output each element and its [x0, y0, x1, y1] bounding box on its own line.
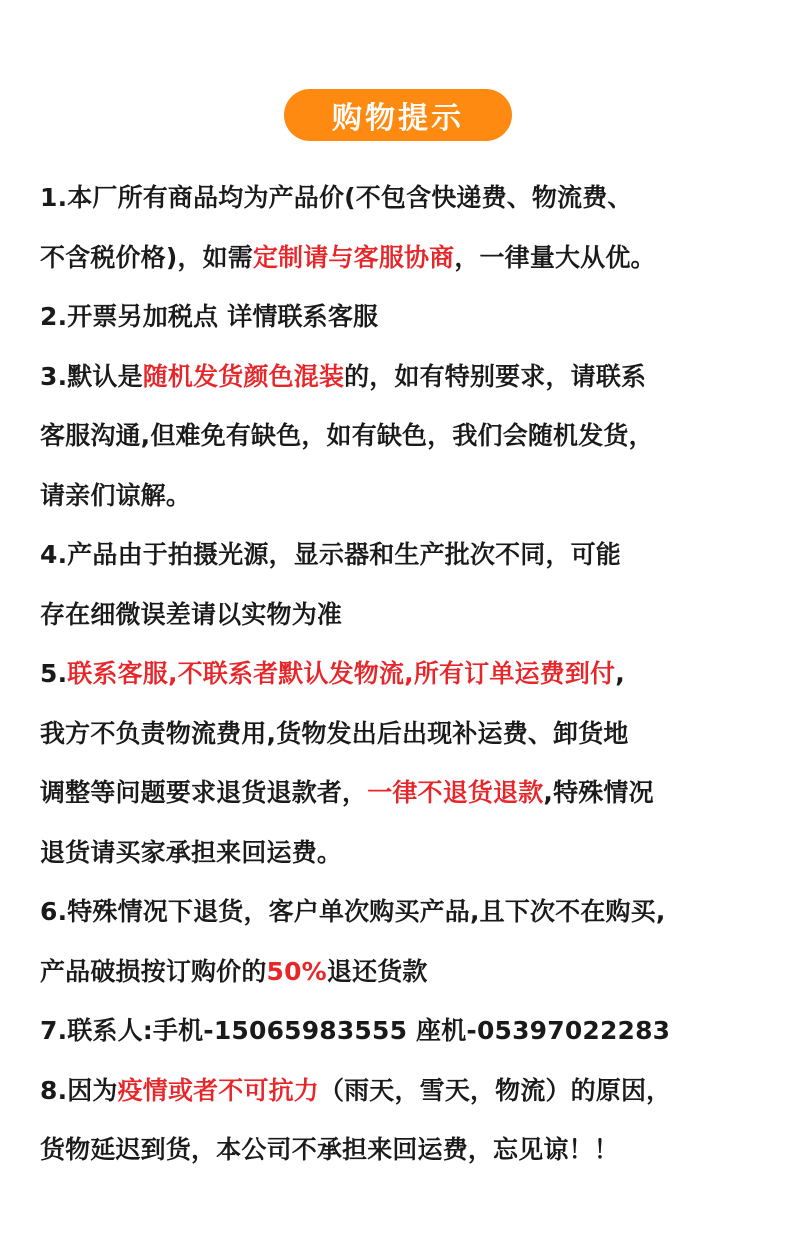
notice-line [40, 228, 785, 288]
notice-text: 退货请买家承担来回运费。 [40, 837, 343, 867]
notice-line [40, 942, 785, 1002]
notice-line [40, 525, 785, 585]
notice-text: 不含税价格)，如需 [40, 242, 253, 272]
notice-text: 2.开票另加税点 详情联系客服 [40, 302, 379, 331]
highlight-text: 疫情或者不可抗力 [117, 1075, 319, 1105]
notice-line [40, 347, 785, 407]
notice-line [40, 704, 785, 764]
highlight-text: 50% [266, 956, 327, 986]
notice-text: ,特殊情况 [543, 778, 654, 807]
notice-line [40, 1120, 785, 1180]
notice-line [40, 1061, 785, 1121]
notice-text: 4.产品由于拍摄光源，显示器和生产批次不同，可能 [40, 540, 621, 569]
highlight-text: 联系客服,不联系者默认发物流,所有订单运费到付 [67, 659, 616, 688]
notice-text: , [615, 659, 625, 688]
notice-text: 的，如有特别要求，请联系 [344, 361, 647, 391]
notice-text: 产品破损按订购价的 [40, 956, 267, 986]
notice-line [40, 882, 785, 942]
notice-text: 7.联系人:手机-15065983555 座机-05397022283 [40, 1016, 671, 1045]
notice-list [40, 168, 785, 1180]
notice-line [40, 168, 785, 228]
notice-text: （雨天，雪天，物流）的原因， [318, 1075, 672, 1105]
page-title: 购物提示 [332, 101, 464, 136]
notice-line [40, 644, 785, 704]
highlight-text: 随机发货颜色混装 [142, 361, 345, 391]
notice-text: 6.特殊情况下退货，客户单次购买产品,且下次不在购买, [40, 897, 666, 926]
notice-line [40, 823, 785, 883]
notice-text: 8.因为 [40, 1075, 118, 1105]
notice-text: 退还货款 [326, 956, 428, 986]
notice-line [40, 585, 785, 645]
notice-line [40, 1001, 785, 1061]
highlight-text: 定制请与客服协商 [252, 242, 455, 272]
notice-text: 存在细微误差请以实物为准 [40, 599, 343, 629]
notice-text: 3.默认是 [40, 361, 143, 391]
notice-text: 5. [40, 659, 68, 688]
notice-line [40, 406, 785, 466]
notice-line [40, 287, 785, 347]
notice-text: 调整等问题要求退货退款者， [40, 778, 368, 807]
highlight-text: 一律不退货退款 [367, 778, 544, 807]
notice-text: 1.本厂所有商品均为产品价(不包含快递费、物流费、 [40, 183, 633, 212]
notice-line [40, 466, 785, 526]
notice-text: ，一律量大从优。 [454, 242, 656, 272]
notice-text: 客服沟通,但难免有缺色，如有缺色，我们会随机发货， [40, 421, 654, 450]
notice-line [40, 763, 785, 823]
title-banner [284, 89, 512, 141]
notice-text: 请亲们谅解。 [40, 480, 192, 510]
notice-text: 我方不负责物流费用,货物发出后出现补运费、卸货地 [40, 718, 629, 748]
notice-text: 货物延迟到货，本公司不承担来回运费，忘见谅！！ [40, 1135, 619, 1164]
